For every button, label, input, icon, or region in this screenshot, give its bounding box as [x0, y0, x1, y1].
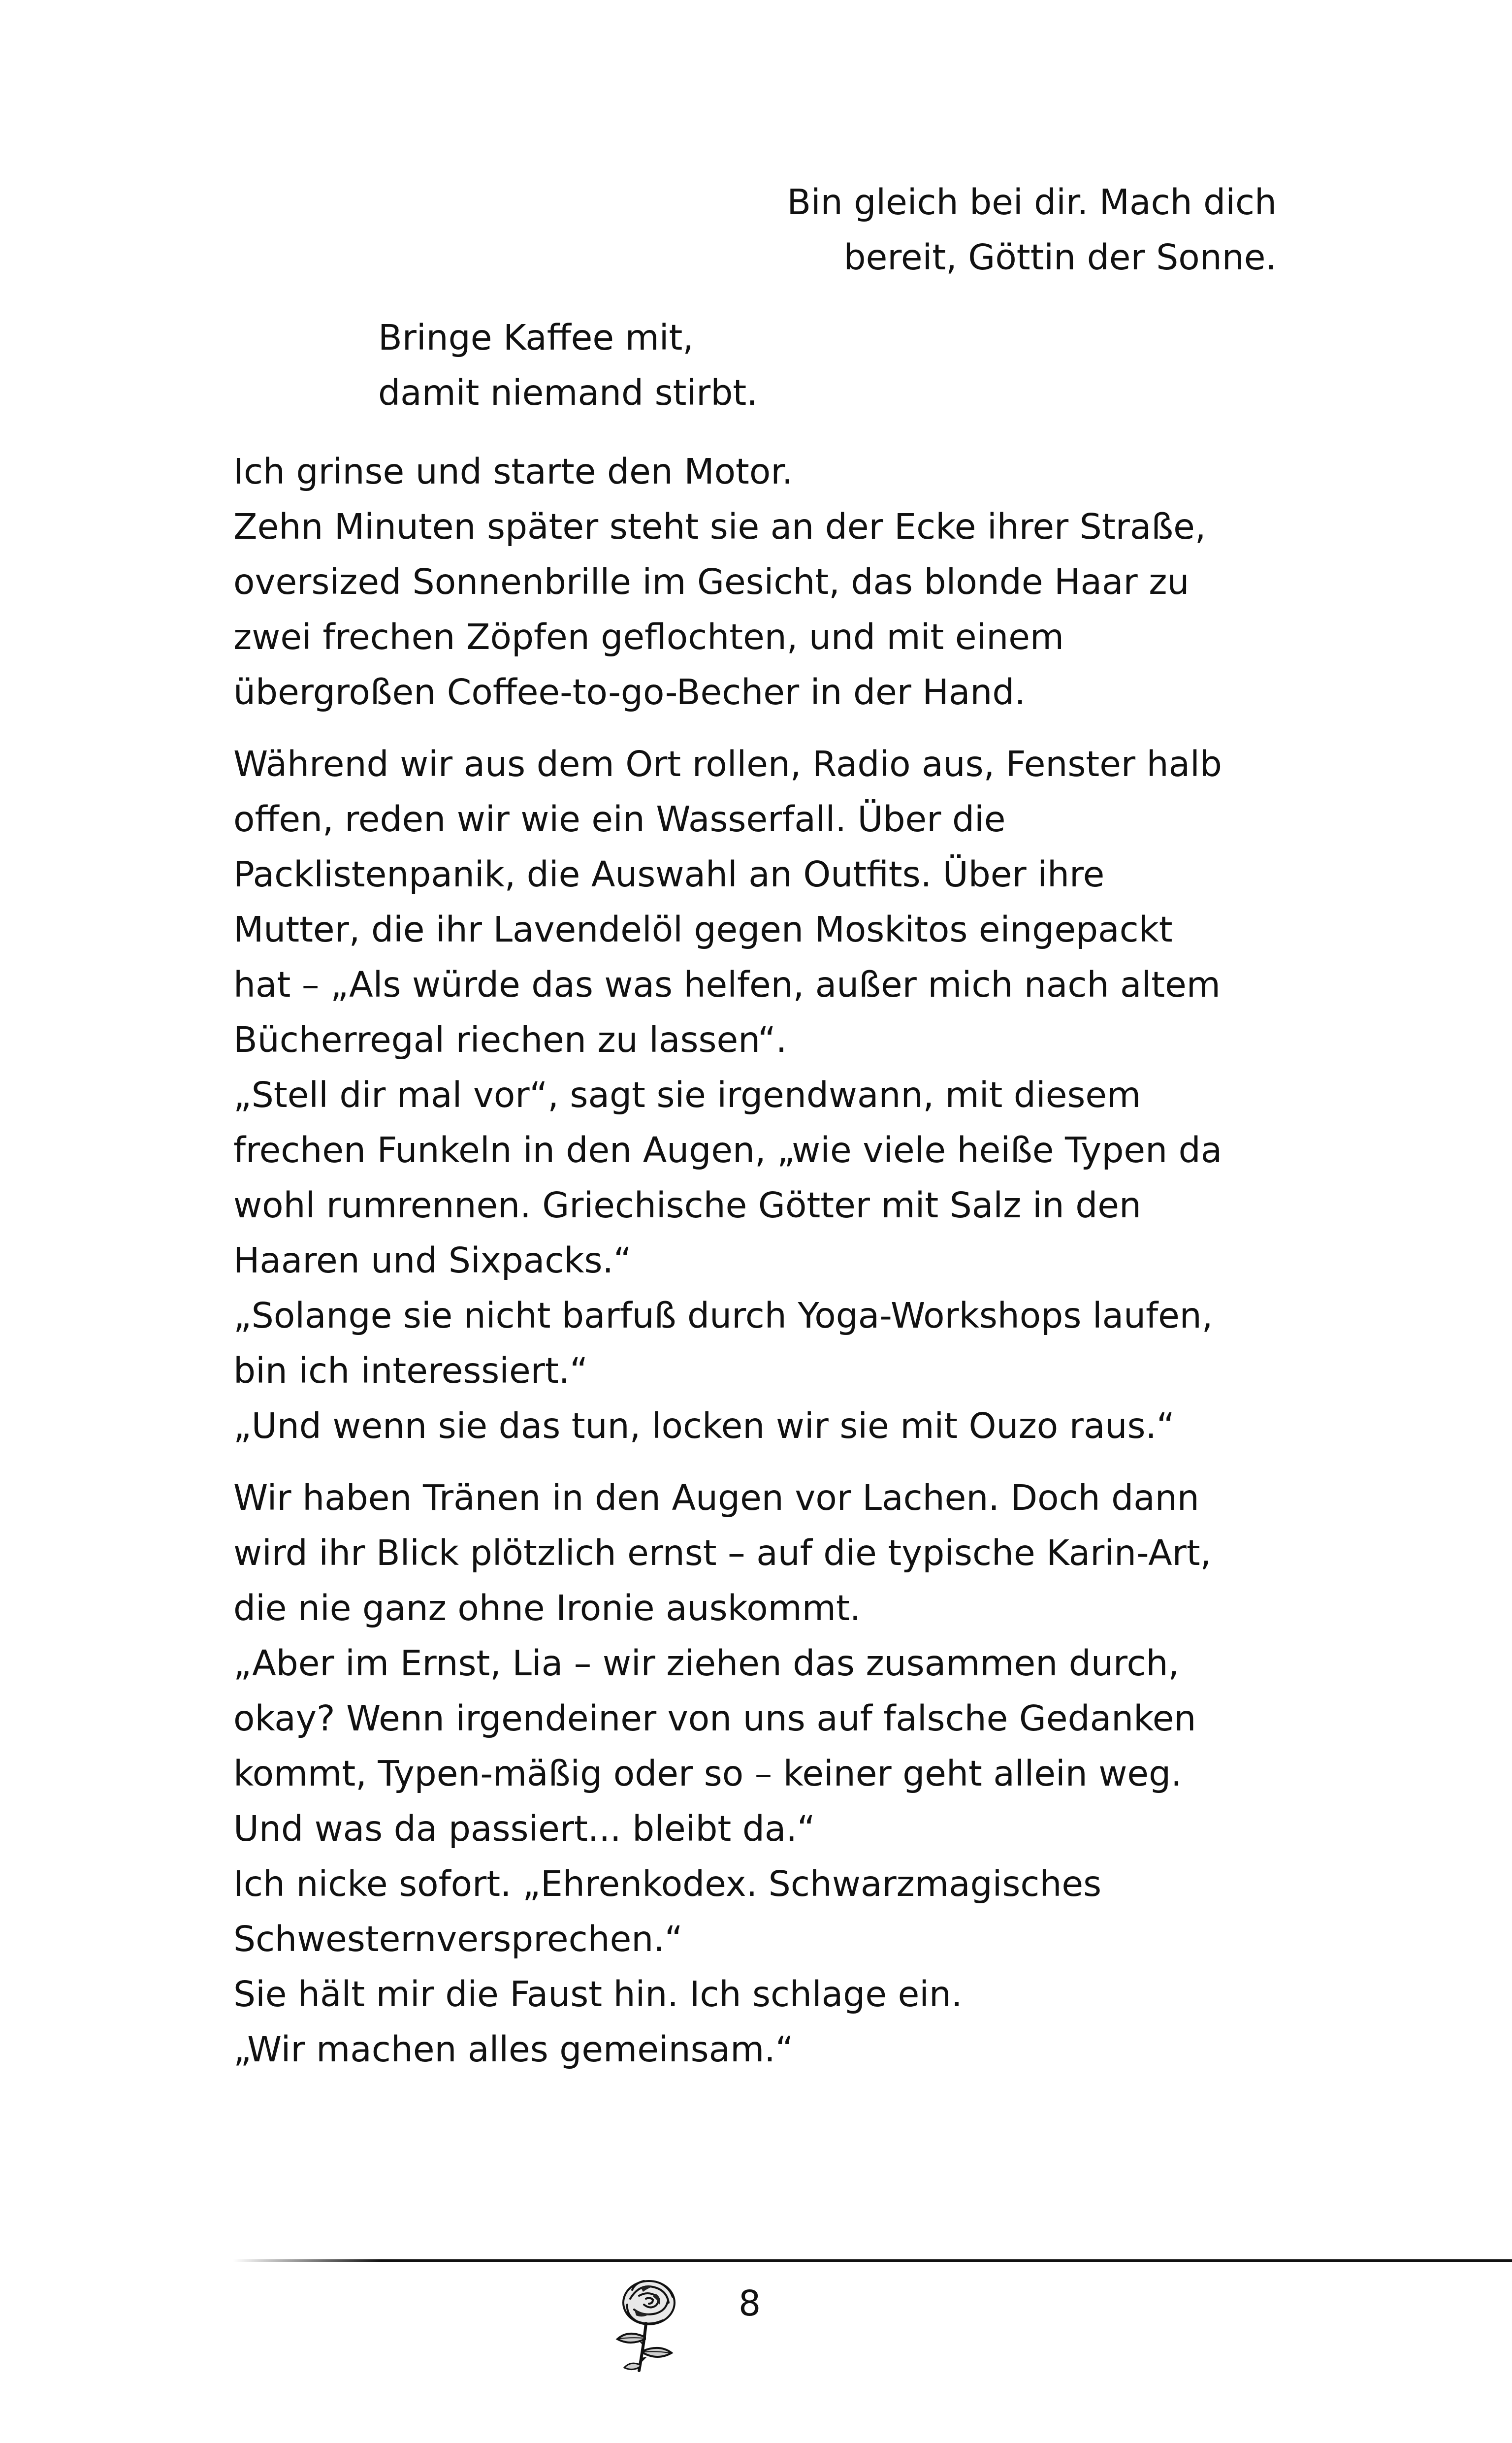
text-message-right	[787, 175, 1277, 285]
text-line: bin ich interessiert.“	[233, 1350, 588, 1391]
text-line: kommt, Typen-mäßig oder so – keiner geht allein weg.	[233, 1753, 1182, 1794]
text-line: „Aber im Ernst, Lia – wir ziehen das zusammen durch,	[233, 1643, 1180, 1684]
paragraph	[233, 737, 1292, 1454]
text-line: Ich nicke sofort. „Ehrenkodex. Schwarzmagisches	[233, 1863, 1102, 1904]
text-line: Sie hält mir die Faust hin. Ich schlage ein.	[233, 1974, 963, 2015]
text-line: Wir haben Tränen in den Augen vor Lachen. Doch dann	[233, 1477, 1199, 1518]
text-line: hat – „Als würde das was helfen, außer mich nach altem	[233, 964, 1221, 1005]
text-line: „Stell dir mal vor“, sagt sie irgendwann, mit diesem	[233, 1075, 1141, 1115]
rose-icon	[605, 2274, 688, 2378]
paragraph	[233, 1470, 1292, 2077]
text-line: Mutter, die ihr Lavendelöl gegen Moskitos eingepackt	[233, 909, 1173, 950]
text-line: Während wir aus dem Ort rollen, Radio aus, Fenster halb	[233, 744, 1222, 784]
body-text	[233, 444, 1292, 2094]
text-line: die nie ganz ohne Ironie auskommt.	[233, 1588, 861, 1629]
message-line: bereit, Göttin der Sonne.	[843, 237, 1277, 278]
text-line: Haaren und Sixpacks.“	[233, 1240, 632, 1281]
text-line: „Solange sie nicht barfuß durch Yoga-Workshops laufen,	[233, 1295, 1213, 1336]
message-line: damit niemand stirbt.	[378, 372, 758, 413]
message-line: Bringe Kaffee mit,	[378, 317, 694, 358]
text-line: wohl rumrennen. Griechische Götter mit Salz in den	[233, 1185, 1141, 1226]
text-line: übergroßen Coffee-to-go-Becher in der Hand.	[233, 672, 1026, 713]
text-line: offen, reden wir wie ein Wasserfall. Über die	[233, 799, 1006, 840]
text-line: zwei frechen Zöpfen geflochten, und mit einem	[233, 617, 1064, 657]
message-line: Bin gleich bei dir. Mach dich	[787, 182, 1277, 223]
footer-divider	[233, 2259, 1512, 2262]
footer-divider-fade	[233, 2259, 381, 2262]
text-line: wird ihr Blick plötzlich ernst – auf die typische Karin-Art,	[233, 1532, 1212, 1573]
page-number: 8	[739, 2283, 761, 2324]
text-line: Und was da passiert... bleibt da.“	[233, 1808, 815, 1849]
text-line: „Und wenn sie das tun, locken wir sie mit Ouzo raus.“	[233, 1405, 1175, 1446]
text-line: Packlistenpanik, die Auswahl an Outfits. Über ihre	[233, 854, 1105, 895]
text-line: „Wir machen alles gemeinsam.“	[233, 2029, 794, 2070]
text-line: oversized Sonnenbrille im Gesicht, das blonde Haar zu	[233, 561, 1190, 602]
text-message-left	[378, 310, 758, 421]
text-line: okay? Wenn irgendeiner von uns auf falsche Gedanken	[233, 1698, 1196, 1739]
text-line: frechen Funkeln in den Augen, „wie viele heiße Typen da	[233, 1130, 1222, 1171]
text-line: Bücherregal riechen zu lassen“.	[233, 1019, 787, 1060]
text-line: Ich grinse und starte den Motor.	[233, 451, 793, 492]
text-line: Zehn Minuten später steht sie an der Ecke ihrer Straße,	[233, 506, 1206, 547]
paragraph	[233, 444, 1292, 720]
text-line: Schwesternversprechen.“	[233, 1919, 683, 1959]
